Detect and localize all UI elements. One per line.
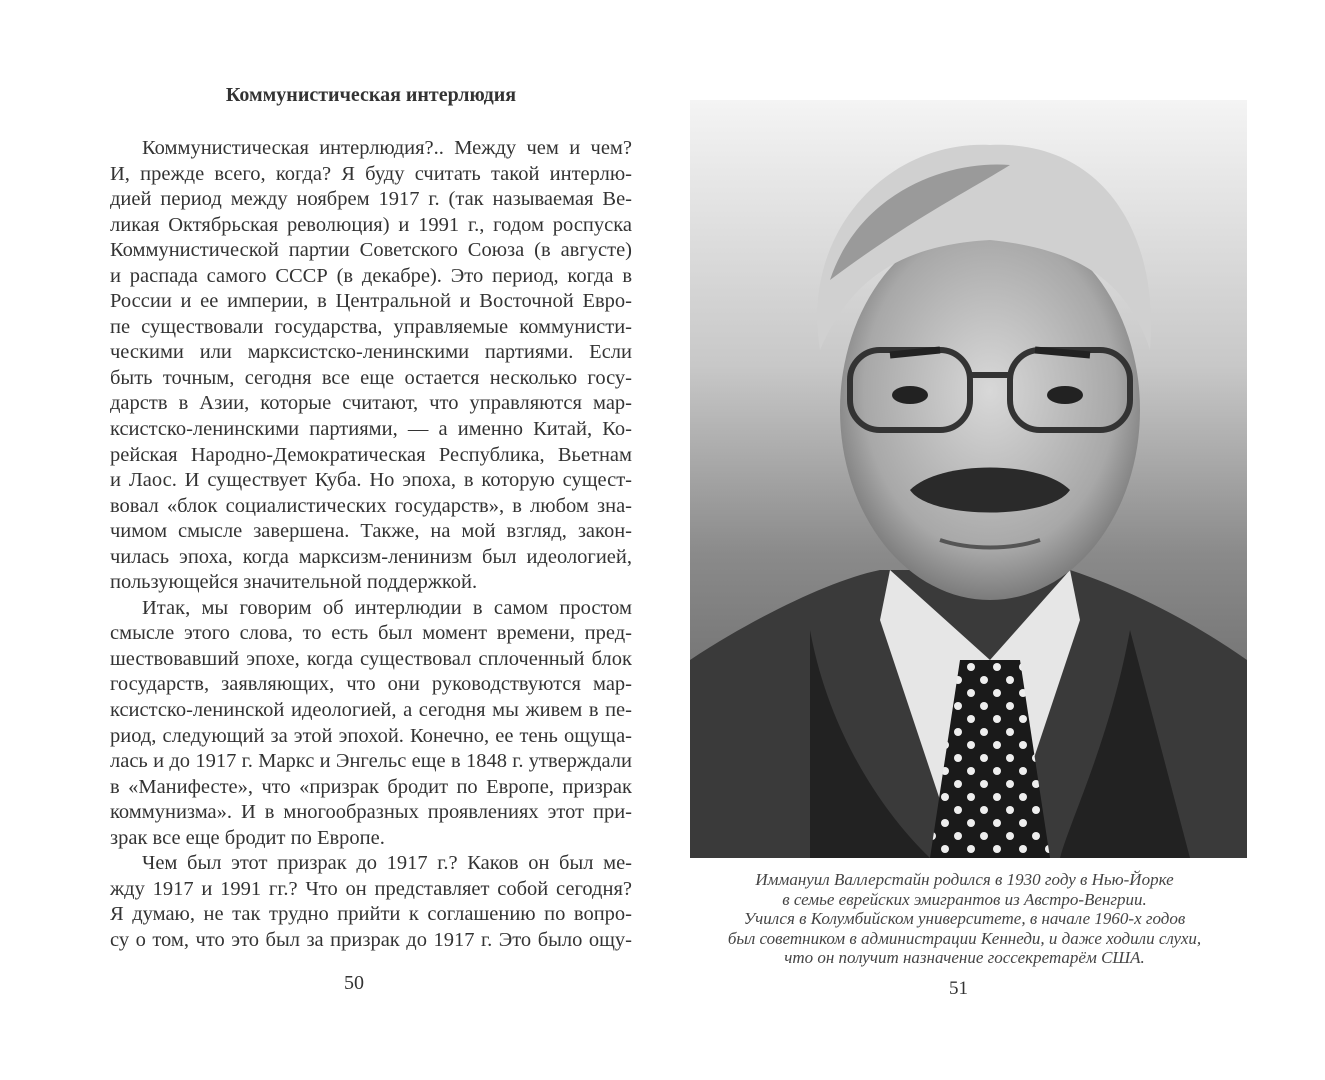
text-line: дарств в Азии, которые считают, что управляются мар- bbox=[110, 392, 632, 415]
text-line: в «Манифесте», что «призрак бродит по Европе, призрак bbox=[110, 775, 632, 798]
page-number-left: 50 bbox=[344, 972, 364, 994]
text-line: пе существовали государства, управляемые коммунисти- bbox=[110, 315, 632, 338]
text-line: быть точным, сегодня все еще остается несколько госу- bbox=[110, 366, 632, 389]
text-line: государств, заявляющих, что они руководствуются мар- bbox=[110, 673, 632, 696]
right-page bbox=[662, 0, 1325, 1080]
text-line: и Лаос. И существует Куба. Но эпоха, в которую сущест- bbox=[110, 469, 632, 492]
text-line: риод, следующий за этой эпохой. Конечно, ее тень ощуща- bbox=[110, 724, 632, 747]
text-line: Итак, мы говорим об интерлюдии в самом простом bbox=[142, 596, 632, 619]
caption-line: Иммануил Валлерстайн родился в 1930 году в Нью-Йорке bbox=[755, 870, 1174, 889]
body-text bbox=[110, 136, 632, 954]
text-line: ксистско-ленинской идеологией, а сегодня мы живем в пе- bbox=[110, 699, 632, 722]
text-line: И, прежде всего, когда? Я буду считать такой интерлю- bbox=[110, 162, 632, 185]
caption-line: в семье еврейских эмигрантов из Австро-Венгрии. bbox=[782, 889, 1147, 909]
text-line: коммунизма». И в многообразных проявлениях этот при- bbox=[110, 801, 632, 824]
text-line: Коммунистической партии Советского Союза (в августе) bbox=[110, 239, 632, 262]
page-number-right: 51 bbox=[949, 978, 968, 999]
text-line: дией период между ноябрем 1917 г. (так называемая Ве- bbox=[110, 188, 632, 211]
text-line: смысле этого слова, то есть был момент времени, пред- bbox=[110, 622, 632, 645]
text-line: чилась эпоха, когда марксизм-ленинизм был идеологией, bbox=[110, 545, 632, 568]
text-line: и распада самого СССР (в декабре). Это период, когда в bbox=[110, 264, 632, 287]
caption-line: что он получит назначение госсекретарём США. bbox=[784, 948, 1145, 968]
caption-line: Учился в Колумбийском университете, в начале 1960-х годов bbox=[743, 909, 1186, 929]
text-line: Чем был этот призрак до 1917 г.? Каков он был ме- bbox=[142, 852, 632, 875]
text-line: жду 1917 и 1991 гг.? Что он представляет собой сегодня? bbox=[110, 877, 632, 900]
text-line: лась и до 1917 г. Маркс и Энгельс еще в 1848 г. утверждали bbox=[110, 750, 632, 773]
chapter-title: Коммунистическая интерлюдия bbox=[225, 84, 517, 106]
text-line: России и ее империи, в Центральной и Восточной Евро- bbox=[110, 290, 632, 313]
text-line: шествовавший эпохе, когда существовал сплоченный блок bbox=[110, 647, 632, 670]
text-line: ксистско-ленинскими партиями, — а именно Китай, Ко- bbox=[110, 418, 632, 441]
caption-line: был советником в администрации Кеннеди, и даже ходили слухи, bbox=[727, 928, 1202, 948]
left-page bbox=[0, 0, 662, 1080]
text-line: пользующейся значительной поддержкой. bbox=[110, 571, 478, 594]
text-line: ческими или марксистско-ленинскими партиями. Если bbox=[110, 341, 632, 364]
text-line: су о том, что это был за призрак до 1917 г. Это было ощу- bbox=[110, 928, 632, 951]
text-line: Я думаю, не так трудно прийти к соглашению по вопро- bbox=[110, 903, 632, 926]
text-line: чимом смысле завершена. Также, на мой взгляд, закон- bbox=[110, 520, 632, 543]
text-line: зрак все еще бродит по Европе. bbox=[110, 826, 385, 849]
portrait-photo bbox=[690, 100, 1247, 858]
text-line: рейская Народно-Демократическая Республика, Вьетнам bbox=[110, 443, 632, 466]
text-line: вовал «блок социалистических государств», в любом зна- bbox=[110, 494, 632, 517]
text-line: ликая Октябрьская революция) и 1991 г., годом роспуска bbox=[110, 213, 632, 236]
photo-caption bbox=[672, 870, 1257, 968]
text-line: Коммунистическая интерлюдия?.. Между чем и чем? bbox=[142, 137, 632, 159]
